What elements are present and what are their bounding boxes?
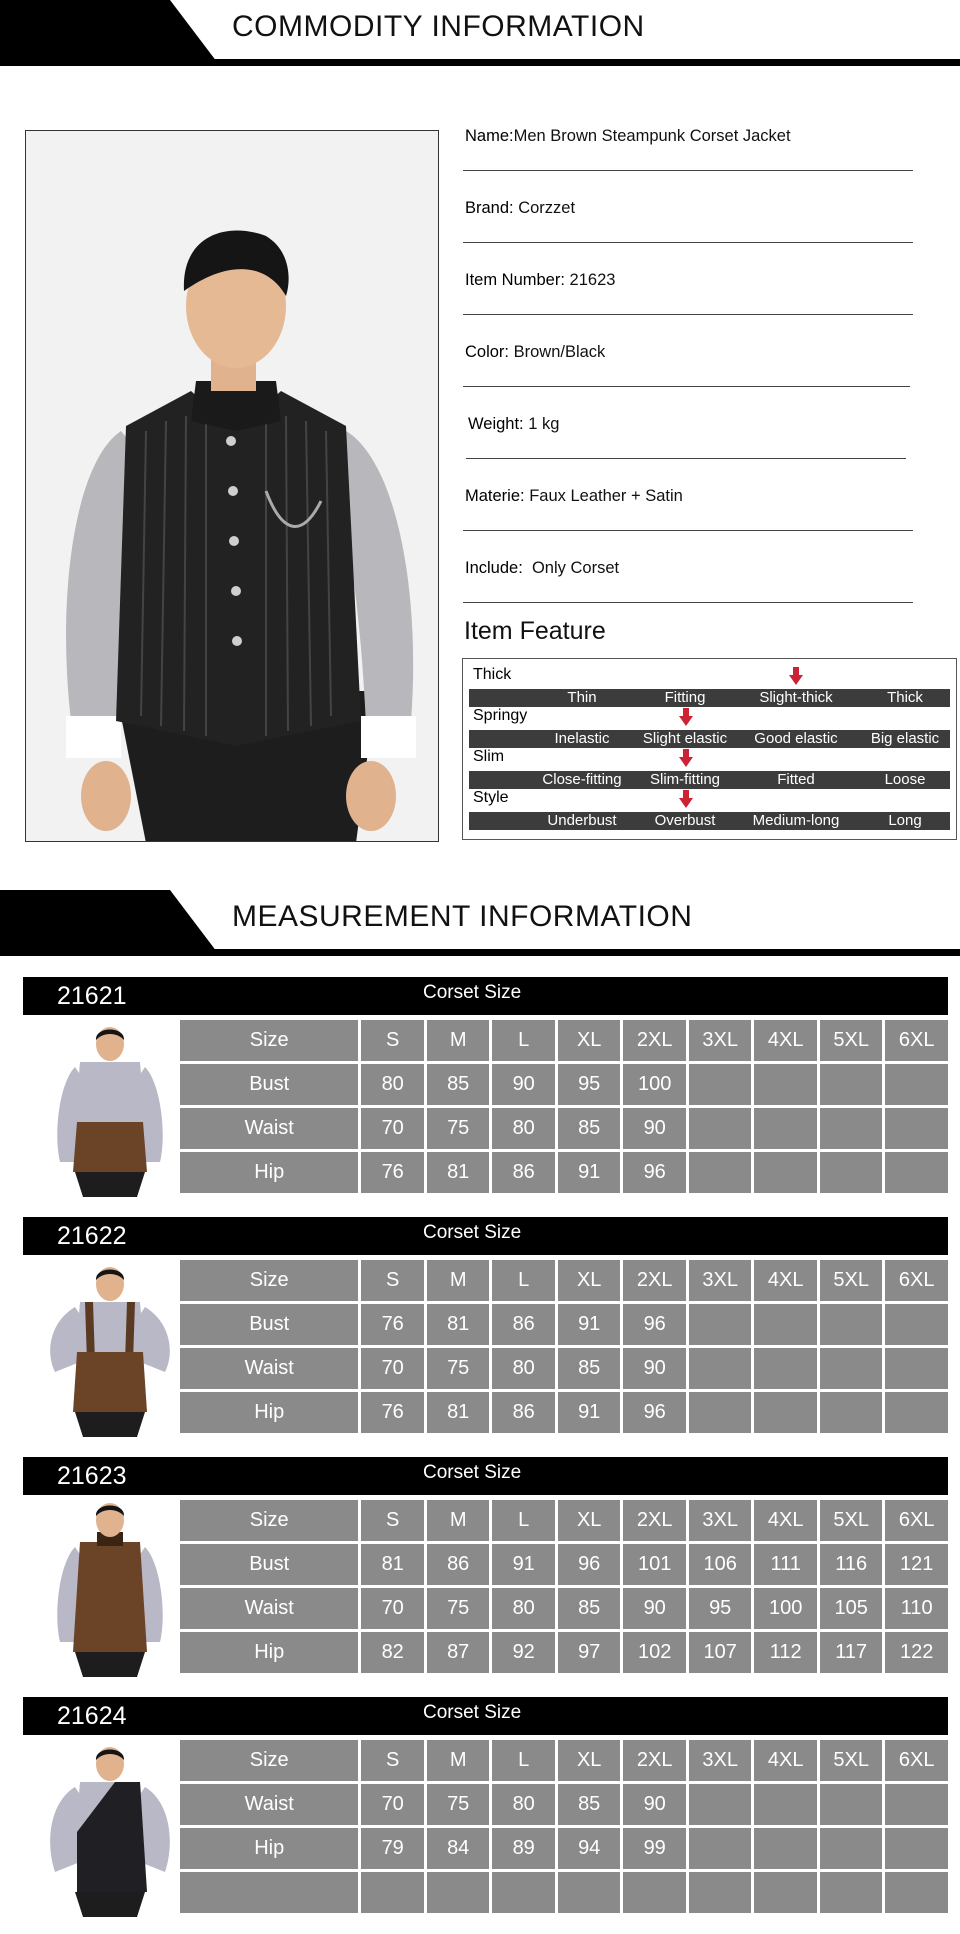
size-banner: [23, 1217, 948, 1255]
table-cell: [689, 1784, 752, 1825]
info-label: Brand:: [465, 199, 514, 217]
table-row: [180, 1108, 948, 1149]
table-cell: 116: [820, 1544, 883, 1585]
table-cell: 87: [427, 1632, 490, 1673]
info-value: Only Corset: [522, 559, 620, 577]
table-cell: [754, 1152, 817, 1193]
table-row: [180, 1588, 948, 1629]
corset-size-heading: Corset Size: [423, 1462, 522, 1483]
model-thumbnail: [35, 1502, 185, 1677]
feature-bar-style: [469, 812, 950, 830]
table-cell: 85: [427, 1064, 490, 1105]
measurement-header: [0, 890, 960, 956]
table-cell: [689, 1064, 752, 1105]
size-banner: [23, 1457, 948, 1495]
size-label: L: [492, 1020, 555, 1061]
model-harness-illustration: [35, 1262, 185, 1437]
table-cell: 102: [623, 1632, 686, 1673]
item-code: 21623: [57, 1462, 127, 1490]
size-label: 3XL: [689, 1740, 752, 1781]
item-feature-box: [462, 658, 957, 840]
table-cell: [885, 1304, 948, 1345]
size-label: 6XL: [885, 1260, 948, 1301]
table-cell: [820, 1828, 883, 1869]
table-cell: 70: [361, 1588, 424, 1629]
feature-option: Fitting: [664, 689, 706, 706]
size-table: [177, 1497, 951, 1676]
table-row: [180, 1392, 948, 1433]
table-cell: 86: [492, 1304, 555, 1345]
size-label: M: [427, 1740, 490, 1781]
size-label: M: [427, 1260, 490, 1301]
table-cell: 80: [492, 1348, 555, 1389]
size-label: 2XL: [623, 1020, 686, 1061]
size-table: [177, 1737, 951, 1916]
table-cell: 91: [558, 1152, 621, 1193]
model-thumbnail: [35, 1742, 185, 1917]
row-label: Size: [180, 1020, 358, 1061]
table-cell: [689, 1872, 752, 1913]
size-label: S: [361, 1260, 424, 1301]
size-banner: [23, 1697, 948, 1735]
feature-option: Underbust: [547, 812, 617, 829]
table-cell: [820, 1304, 883, 1345]
size-label: 6XL: [885, 1500, 948, 1541]
table-cell: 75: [427, 1588, 490, 1629]
row-label: Hip: [180, 1152, 358, 1193]
feature-label-thick: Thick: [473, 666, 512, 683]
table-cell: [885, 1348, 948, 1389]
table-cell: [885, 1872, 948, 1913]
table-cell: 79: [361, 1828, 424, 1869]
info-value: Brown/Black: [509, 343, 606, 361]
feature-arrow-slim: [679, 757, 693, 767]
table-cell: 91: [492, 1544, 555, 1585]
table-cell: 70: [361, 1108, 424, 1149]
table-cell: [885, 1064, 948, 1105]
table-row: [180, 1260, 948, 1301]
size-label: 2XL: [623, 1500, 686, 1541]
info-value: 1 kg: [523, 415, 560, 433]
table-cell: 100: [754, 1588, 817, 1629]
table-cell: [885, 1152, 948, 1193]
row-label: Waist: [180, 1784, 358, 1825]
feature-bar-slim: [469, 771, 950, 789]
table-cell: [885, 1828, 948, 1869]
table-cell: 121: [885, 1544, 948, 1585]
table-cell: 70: [361, 1348, 424, 1389]
table-cell: [427, 1872, 490, 1913]
header-black-tab: [0, 0, 220, 66]
size-label: XL: [558, 1500, 621, 1541]
item-feature-title: Item Feature: [464, 617, 606, 645]
size-label: 4XL: [754, 1260, 817, 1301]
table-cell: [689, 1348, 752, 1389]
table-cell: 81: [361, 1544, 424, 1585]
row-label: Waist: [180, 1108, 358, 1149]
info-label: Color:: [465, 343, 510, 361]
size-label: 6XL: [885, 1740, 948, 1781]
table-cell: 96: [623, 1304, 686, 1345]
feature-option: Good elastic: [754, 730, 838, 747]
table-cell: 107: [689, 1632, 752, 1673]
size-label: 5XL: [820, 1740, 883, 1781]
feature-label-springy: Springy: [473, 707, 528, 724]
table-cell: 90: [623, 1348, 686, 1389]
feature-option: Overbust: [654, 812, 716, 829]
item-code: 21624: [57, 1702, 127, 1730]
table-row: [180, 1544, 948, 1585]
table-cell: [689, 1304, 752, 1345]
row-label: Bust: [180, 1304, 358, 1345]
table-row: [180, 1348, 948, 1389]
table-cell: 82: [361, 1632, 424, 1673]
table-cell: 90: [492, 1064, 555, 1105]
table-row: [180, 1064, 948, 1105]
feature-option: Slight elastic: [642, 730, 728, 747]
size-label: 4XL: [754, 1020, 817, 1061]
info-value: 21623: [564, 271, 616, 289]
table-cell: [885, 1108, 948, 1149]
table-cell: 106: [689, 1544, 752, 1585]
table-cell: 117: [820, 1632, 883, 1673]
feature-option: Thin: [567, 689, 597, 706]
size-label: XL: [558, 1020, 621, 1061]
table-cell: [820, 1064, 883, 1105]
feature-option: Fitted: [777, 771, 815, 788]
size-label: M: [427, 1500, 490, 1541]
table-cell: [820, 1784, 883, 1825]
table-row: [180, 1152, 948, 1193]
info-row-color: [463, 341, 910, 387]
info-value: Faux Leather + Satin: [524, 487, 683, 505]
header-black-tab: [0, 890, 220, 956]
table-cell: 80: [361, 1064, 424, 1105]
table-cell: 96: [623, 1152, 686, 1193]
table-cell: 85: [558, 1348, 621, 1389]
size-table: [177, 1017, 951, 1196]
size-label: S: [361, 1500, 424, 1541]
table-cell: 85: [558, 1588, 621, 1629]
table-cell: 81: [427, 1152, 490, 1193]
table-cell: [689, 1828, 752, 1869]
table-cell: 110: [885, 1588, 948, 1629]
feature-option: Thick: [887, 689, 923, 706]
feature-arrow-style: [679, 798, 693, 808]
info-label: Name:: [465, 127, 514, 145]
info-row-weight: [466, 413, 906, 459]
table-cell: 80: [492, 1108, 555, 1149]
table-cell: 90: [623, 1784, 686, 1825]
table-cell: 76: [361, 1392, 424, 1433]
commodity-title: COMMODITY INFORMATION: [232, 10, 645, 43]
table-cell: 75: [427, 1784, 490, 1825]
table-cell: [754, 1784, 817, 1825]
table-row: [180, 1304, 948, 1345]
table-cell: 94: [558, 1828, 621, 1869]
info-row-item-number: [463, 269, 913, 315]
table-cell: 90: [623, 1588, 686, 1629]
table-cell: [885, 1784, 948, 1825]
feature-option: Slight-thick: [759, 689, 833, 706]
feature-label-slim: Slim: [473, 748, 505, 765]
table-cell: [820, 1392, 883, 1433]
size-label: L: [492, 1260, 555, 1301]
table-cell: [689, 1152, 752, 1193]
table-cell: 81: [427, 1392, 490, 1433]
size-banner: [23, 977, 948, 1015]
table-row: [180, 1784, 948, 1825]
table-cell: 80: [492, 1588, 555, 1629]
table-cell: 86: [492, 1392, 555, 1433]
table-cell: [754, 1828, 817, 1869]
info-value: Men Brown Steampunk Corset Jacket: [513, 127, 791, 145]
table-cell: [558, 1872, 621, 1913]
table-cell: 84: [427, 1828, 490, 1869]
size-label: 5XL: [820, 1260, 883, 1301]
table-cell: [820, 1348, 883, 1389]
row-label: Size: [180, 1740, 358, 1781]
table-cell: [820, 1108, 883, 1149]
header-rule: [180, 59, 960, 66]
size-label: 6XL: [885, 1020, 948, 1061]
size-label: 3XL: [689, 1260, 752, 1301]
product-photo: [25, 130, 439, 842]
table-cell: [754, 1392, 817, 1433]
info-label: Include:: [465, 559, 523, 577]
size-label: 3XL: [689, 1020, 752, 1061]
info-label: Materie:: [465, 487, 525, 505]
model-underbust-illustration: [35, 1022, 185, 1197]
table-cell: [754, 1064, 817, 1105]
info-label: Item Number:: [465, 271, 565, 289]
table-cell: [623, 1872, 686, 1913]
item-code: 21622: [57, 1222, 127, 1250]
table-cell: 75: [427, 1108, 490, 1149]
size-label: L: [492, 1740, 555, 1781]
table-cell: [492, 1872, 555, 1913]
table-cell: 95: [558, 1064, 621, 1105]
table-cell: [885, 1392, 948, 1433]
table-cell: 105: [820, 1588, 883, 1629]
size-label: M: [427, 1020, 490, 1061]
feature-option: Close-fitting: [542, 771, 622, 788]
table-cell: 85: [558, 1784, 621, 1825]
info-label: Weight:: [468, 415, 524, 433]
feature-option: Loose: [884, 771, 926, 788]
table-cell: 86: [427, 1544, 490, 1585]
size-label: L: [492, 1500, 555, 1541]
table-cell: 99: [623, 1828, 686, 1869]
table-cell: 111: [754, 1544, 817, 1585]
size-block-21624: [23, 1697, 948, 1919]
row-label: Size: [180, 1260, 358, 1301]
table-cell: 100: [623, 1064, 686, 1105]
measurement-title: MEASUREMENT INFORMATION: [232, 900, 693, 933]
feature-bar-thick: [469, 689, 950, 707]
table-cell: 76: [361, 1152, 424, 1193]
row-label: Hip: [180, 1632, 358, 1673]
header-rule: [180, 949, 960, 956]
table-cell: 91: [558, 1392, 621, 1433]
feature-option: Inelastic: [554, 730, 610, 747]
row-label: Hip: [180, 1392, 358, 1433]
table-cell: 76: [361, 1304, 424, 1345]
table-cell: [754, 1304, 817, 1345]
size-block-21623: [23, 1457, 948, 1679]
feature-option: Slim-fitting: [649, 771, 721, 788]
table-cell: 97: [558, 1632, 621, 1673]
row-label: Size: [180, 1500, 358, 1541]
table-cell: 96: [623, 1392, 686, 1433]
feature-arrow-thick: [789, 675, 803, 685]
table-row: [180, 1872, 948, 1913]
corset-size-heading: Corset Size: [423, 1702, 522, 1723]
table-cell: 96: [558, 1544, 621, 1585]
table-cell: 75: [427, 1348, 490, 1389]
table-cell: 92: [492, 1632, 555, 1673]
model-overbust-illustration: [35, 1502, 185, 1677]
info-row-include: [463, 557, 913, 603]
model-black-corset-illustration: [35, 1742, 185, 1917]
size-label: 5XL: [820, 1020, 883, 1061]
model-thumbnail: [35, 1262, 185, 1437]
table-row: [180, 1740, 948, 1781]
size-table: [177, 1257, 951, 1436]
corset-size-heading: Corset Size: [423, 982, 522, 1003]
table-cell: [820, 1872, 883, 1913]
table-cell: 91: [558, 1304, 621, 1345]
feature-bar-springy: [469, 730, 950, 748]
model-thumbnail: [35, 1022, 185, 1197]
table-cell: [754, 1108, 817, 1149]
table-cell: 70: [361, 1784, 424, 1825]
size-label: XL: [558, 1260, 621, 1301]
table-cell: 80: [492, 1784, 555, 1825]
table-cell: [820, 1152, 883, 1193]
row-label: Waist: [180, 1348, 358, 1389]
table-cell: [689, 1108, 752, 1149]
feature-option: Big elastic: [870, 730, 940, 747]
table-row: [180, 1632, 948, 1673]
commodity-header: [0, 0, 960, 66]
table-cell: 112: [754, 1632, 817, 1673]
table-cell: 85: [558, 1108, 621, 1149]
row-label: Waist: [180, 1588, 358, 1629]
table-cell: 122: [885, 1632, 948, 1673]
item-code: 21621: [57, 982, 127, 1010]
row-label: [180, 1872, 358, 1913]
info-row-material: [463, 485, 913, 531]
size-label: 3XL: [689, 1500, 752, 1541]
row-label: Hip: [180, 1828, 358, 1869]
table-row: [180, 1828, 948, 1869]
size-label: 4XL: [754, 1740, 817, 1781]
size-label: 4XL: [754, 1500, 817, 1541]
row-label: Bust: [180, 1064, 358, 1105]
size-label: 5XL: [820, 1500, 883, 1541]
feature-option: Long: [888, 812, 922, 829]
table-cell: [689, 1392, 752, 1433]
size-label: 2XL: [623, 1740, 686, 1781]
feature-arrow-springy: [679, 716, 693, 726]
size-block-21622: [23, 1217, 948, 1439]
size-label: S: [361, 1740, 424, 1781]
info-row-name: [463, 125, 913, 171]
feature-label-style: Style: [473, 789, 509, 806]
table-row: [180, 1500, 948, 1541]
table-cell: [754, 1348, 817, 1389]
model-vest-illustration: [26, 131, 439, 842]
table-row: [180, 1020, 948, 1061]
table-cell: 89: [492, 1828, 555, 1869]
size-label: S: [361, 1020, 424, 1061]
table-cell: [361, 1872, 424, 1913]
size-block-21621: [23, 977, 948, 1199]
table-cell: 101: [623, 1544, 686, 1585]
feature-option: Medium-long: [752, 812, 840, 829]
row-label: Bust: [180, 1544, 358, 1585]
table-cell: 86: [492, 1152, 555, 1193]
info-value: Corzzet: [513, 199, 576, 217]
table-cell: 81: [427, 1304, 490, 1345]
size-label: XL: [558, 1740, 621, 1781]
table-cell: 90: [623, 1108, 686, 1149]
info-row-brand: [463, 197, 913, 243]
table-cell: 95: [689, 1588, 752, 1629]
corset-size-heading: Corset Size: [423, 1222, 522, 1243]
size-label: 2XL: [623, 1260, 686, 1301]
table-cell: [754, 1872, 817, 1913]
